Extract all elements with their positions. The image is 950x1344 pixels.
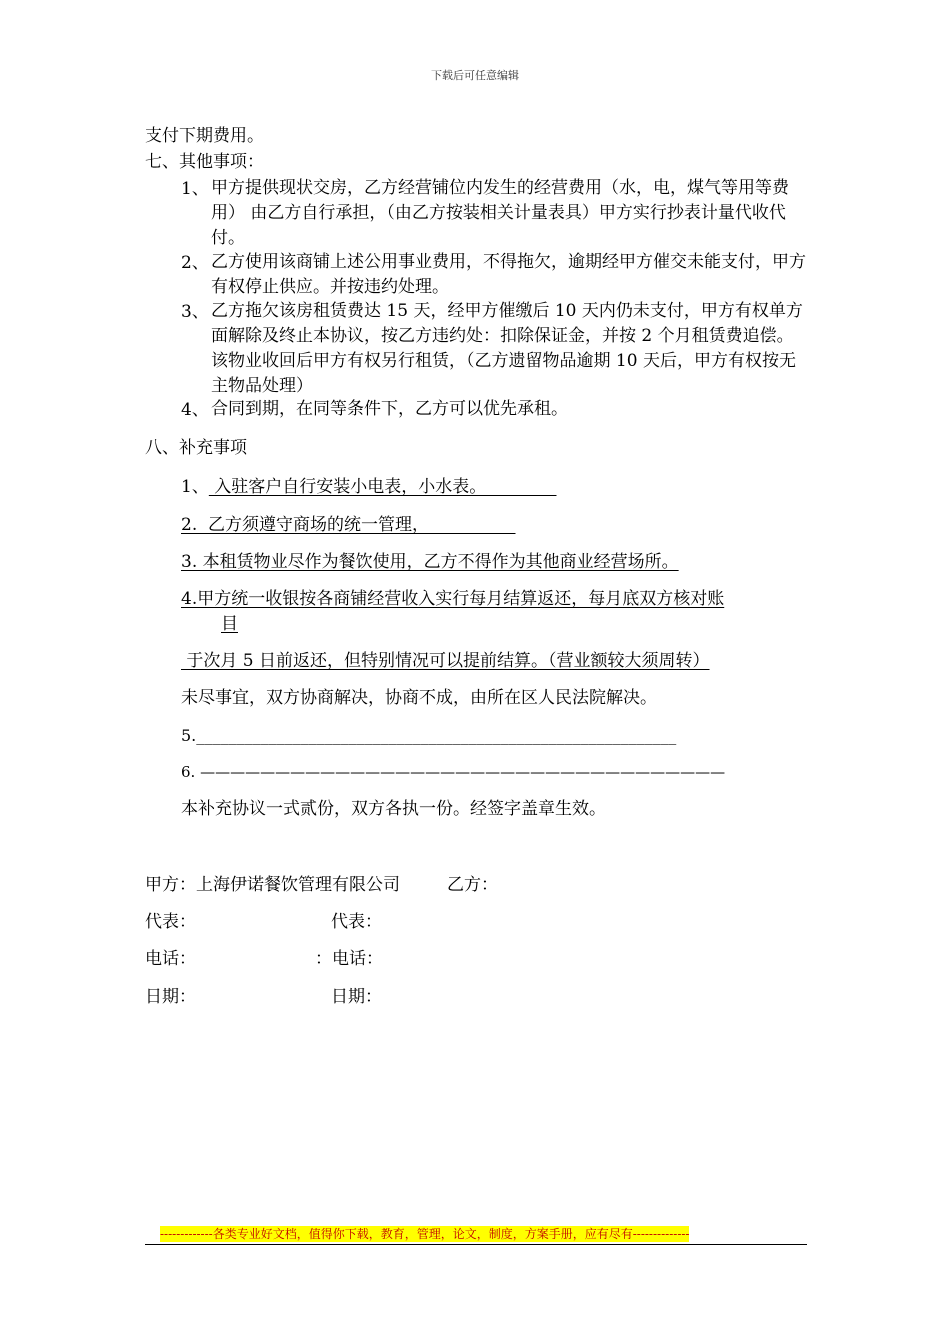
section-7-item-1-text: 甲方提供现状交房，乙方经营铺位内发生的经营费用（水，电，煤气等用等费用） 由乙方自行承担，（由乙方按装相关计量表具）甲方实行抄表计量代收代付。 (211, 178, 789, 248)
section-7-item-4-number: 4、 (181, 400, 209, 420)
party-a-name: 甲方：上海伊诺餐饮管理有限公司 (145, 875, 400, 895)
dispute-clause: 未尽事宜，双方协商解决，协商不成，由所在区人民法院解决。 (181, 688, 657, 708)
section-8-item-2: 2. 乙方须遵守商场的统一管理， (181, 515, 516, 535)
section-8-item-6-blank: 6. ——————————————————————————————————— (181, 763, 726, 781)
section-7-item-3-number: 3、 (181, 302, 209, 322)
section-8-item-1 (181, 475, 556, 499)
party-a-representative: 代表： (145, 912, 196, 932)
section-8-item-5-blank: 5.____________________________________________________________ (181, 726, 677, 745)
party-b-date: 日期： (331, 987, 382, 1007)
section-7-item-1-number: 1、 (181, 179, 209, 199)
party-a-date: 日期： (145, 987, 196, 1007)
intro-line: 支付下期费用。 (145, 126, 264, 146)
section-7-item-2-number: 2、 (181, 253, 209, 273)
section-7-title: 七、其他事项： (145, 152, 264, 172)
copies-clause: 本补充协议一式贰份，双方各执一份。经签字盖章生效。 (181, 799, 606, 819)
section-8-item-1-text: 入驻客户自行安装小电表，小水表。 (208, 477, 557, 497)
party-b-phone: ：电话： (315, 949, 383, 969)
party-a-phone: 电话： (145, 949, 196, 969)
section-8-item-4-line-2: 目 (221, 614, 238, 634)
section-7-item-4-text: 合同到期，在同等条件下，乙方可以优先承租。 (211, 399, 568, 419)
section-8-item-4-line-3: 于次月 5 日前返还，但特别情况可以提前结算。（营业额较大须周转） (181, 651, 710, 671)
page-footer (145, 1226, 807, 1245)
section-8-title: 八、补充事项 (145, 438, 247, 458)
party-b-label: 乙方： (447, 875, 498, 895)
section-8-item-3: 3. 本租赁物业尽作为餐饮使用，乙方不得作为其他商业经营场所。 (181, 552, 679, 572)
section-7-item-2-text: 乙方使用该商铺上述公用事业费用，不得拖欠，逾期经甲方催交未能支付，甲方有权停止供应。并按违约处理。 (211, 252, 806, 297)
page-header: 下载后可任意编辑 (431, 69, 519, 82)
section-8-item-4-line-1: 4.甲方统一收银按各商铺经营收入实行每月结算返还，每月底双方核对账 (181, 589, 725, 609)
section-8-item-1-number: 1、 (181, 477, 209, 497)
party-b-representative: 代表： (331, 912, 382, 932)
footer-banner: -------------各类专业好文档，值得你下载，教育，管理，论文，制度，方案手册，应有尽有-------------- (160, 1227, 690, 1241)
section-7-item-3-text: 乙方拖欠该房租赁费达 15 天，经甲方催缴后 10 天内仍未支付，甲方有权单方面解除及终止本协议，按乙方违约处：扣除保证金，并按 2 个月租赁费追偿。该物业收回后甲方有权另行租赁，（乙方遗留物品逾期 10 天后，甲方有权按无主物品处理） (211, 301, 803, 396)
